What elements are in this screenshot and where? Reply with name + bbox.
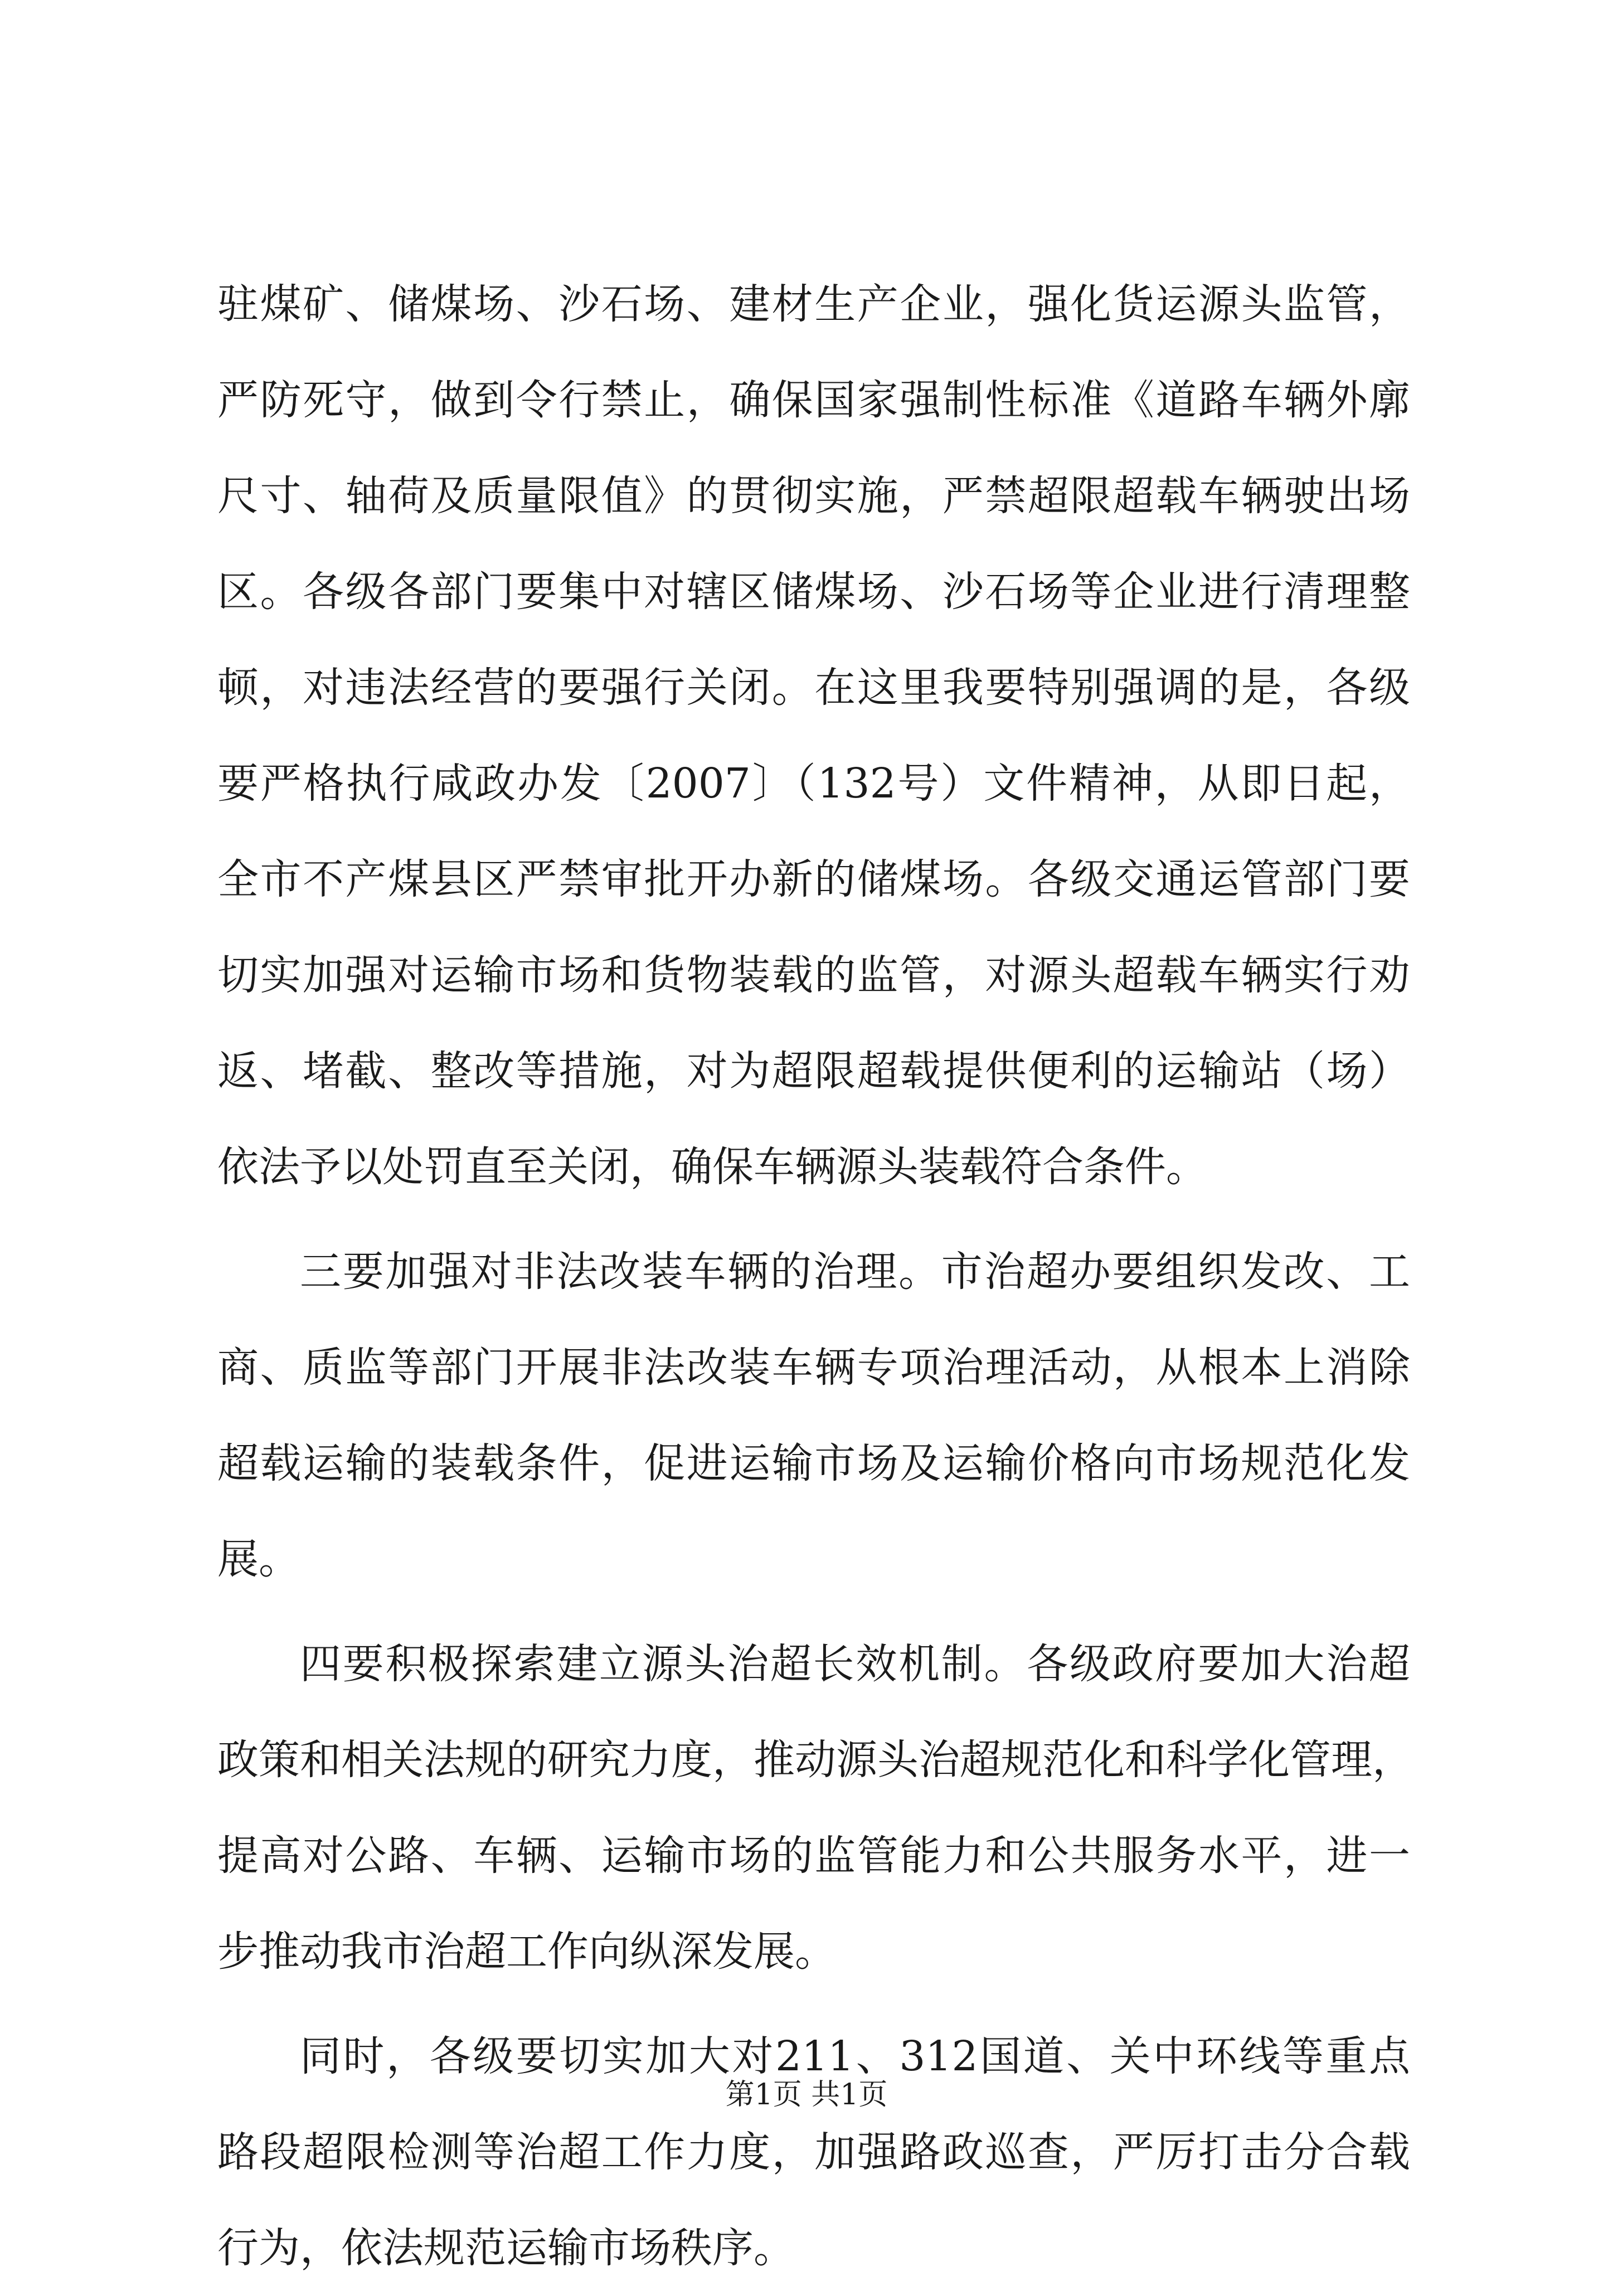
text-line: 三要加强对非法改装车辆的治理。市治超办要组织发改、工 (300, 1248, 1410, 1296)
text-line: 要严格执行咸政办发〔2007〕（132号）文件精神，从即日起， (217, 760, 1410, 808)
paragraph-spacer (217, 1215, 1410, 1224)
text-line: 返、堵截、整改等措施，对为超限超载提供便利的运输站（场） (217, 1047, 1410, 1095)
text-line: 商、质监等部门开展非法改装车辆专项治理活动，从根本上消除 (217, 1344, 1410, 1392)
text-line: 严防死守，做到令行禁止，确保国家强制性标准《道路车辆外廓 (217, 376, 1410, 424)
paragraph (217, 1616, 1413, 2000)
text-line: 展。 (217, 1535, 300, 1583)
text-line: 提高对公路、车辆、运输市场的监管能力和公共服务水平，进一 (217, 1832, 1410, 1880)
text-line: 驻煤矿、储煤场、沙石场、建材生产企业，强化货运源头监管， (217, 280, 1410, 328)
paragraph-spacer (217, 2000, 1410, 2008)
text-line: 超载运输的装载条件，促进运输市场及运输价格向市场规范化发 (217, 1439, 1410, 1487)
paragraph (217, 2008, 1410, 2296)
text-line: 全市不产煤县区严禁审批开办新的储煤场。各级交通运管部门要 (217, 855, 1410, 903)
page-footer (0, 2071, 1613, 2113)
page-number-label: 第1页 共1页 (725, 2078, 888, 2112)
text-line: 尺寸、轴荷及质量限值》的贯彻实施，严禁超限超载车辆驶出场 (217, 472, 1410, 520)
text-line: 顿，对违法经营的要强行关闭。在这里我要特别强调的是，各级 (217, 664, 1410, 712)
text-line: 行为，依法规范运输市场秩序。 (217, 2224, 795, 2272)
text-line: 四要积极探索建立源头治超长效机制。各级政府要加大治超 (300, 1640, 1410, 1688)
paragraph (217, 1224, 1410, 1607)
text-line: 切实加强对运输市场和货物装载的监管，对源头超载车辆实行劝 (217, 951, 1410, 999)
text-line: 路段超限检测等治超工作力度，加强路政巡查，严厉打击分合载 (217, 2128, 1410, 2176)
text-line: 政策和相关法规的研究力度，推动源头治超规范化和科学化管理， (217, 1736, 1413, 1784)
paragraph-spacer (217, 1607, 1410, 1616)
paragraph (217, 256, 1410, 1215)
text-line: 区。各级各部门要集中对辖区储煤场、沙石场等企业进行清理整 (217, 568, 1410, 616)
document-body (217, 256, 1413, 2296)
text-line: 同时，各级要切实加大对211、312国道、关中环线等重点 (300, 2032, 1410, 2080)
text-line: 步推动我市治超工作向纵深发展。 (217, 1928, 836, 1976)
text-line: 依法予以处罚直至关闭，确保车辆源头装载符合条件。 (217, 1143, 1207, 1191)
